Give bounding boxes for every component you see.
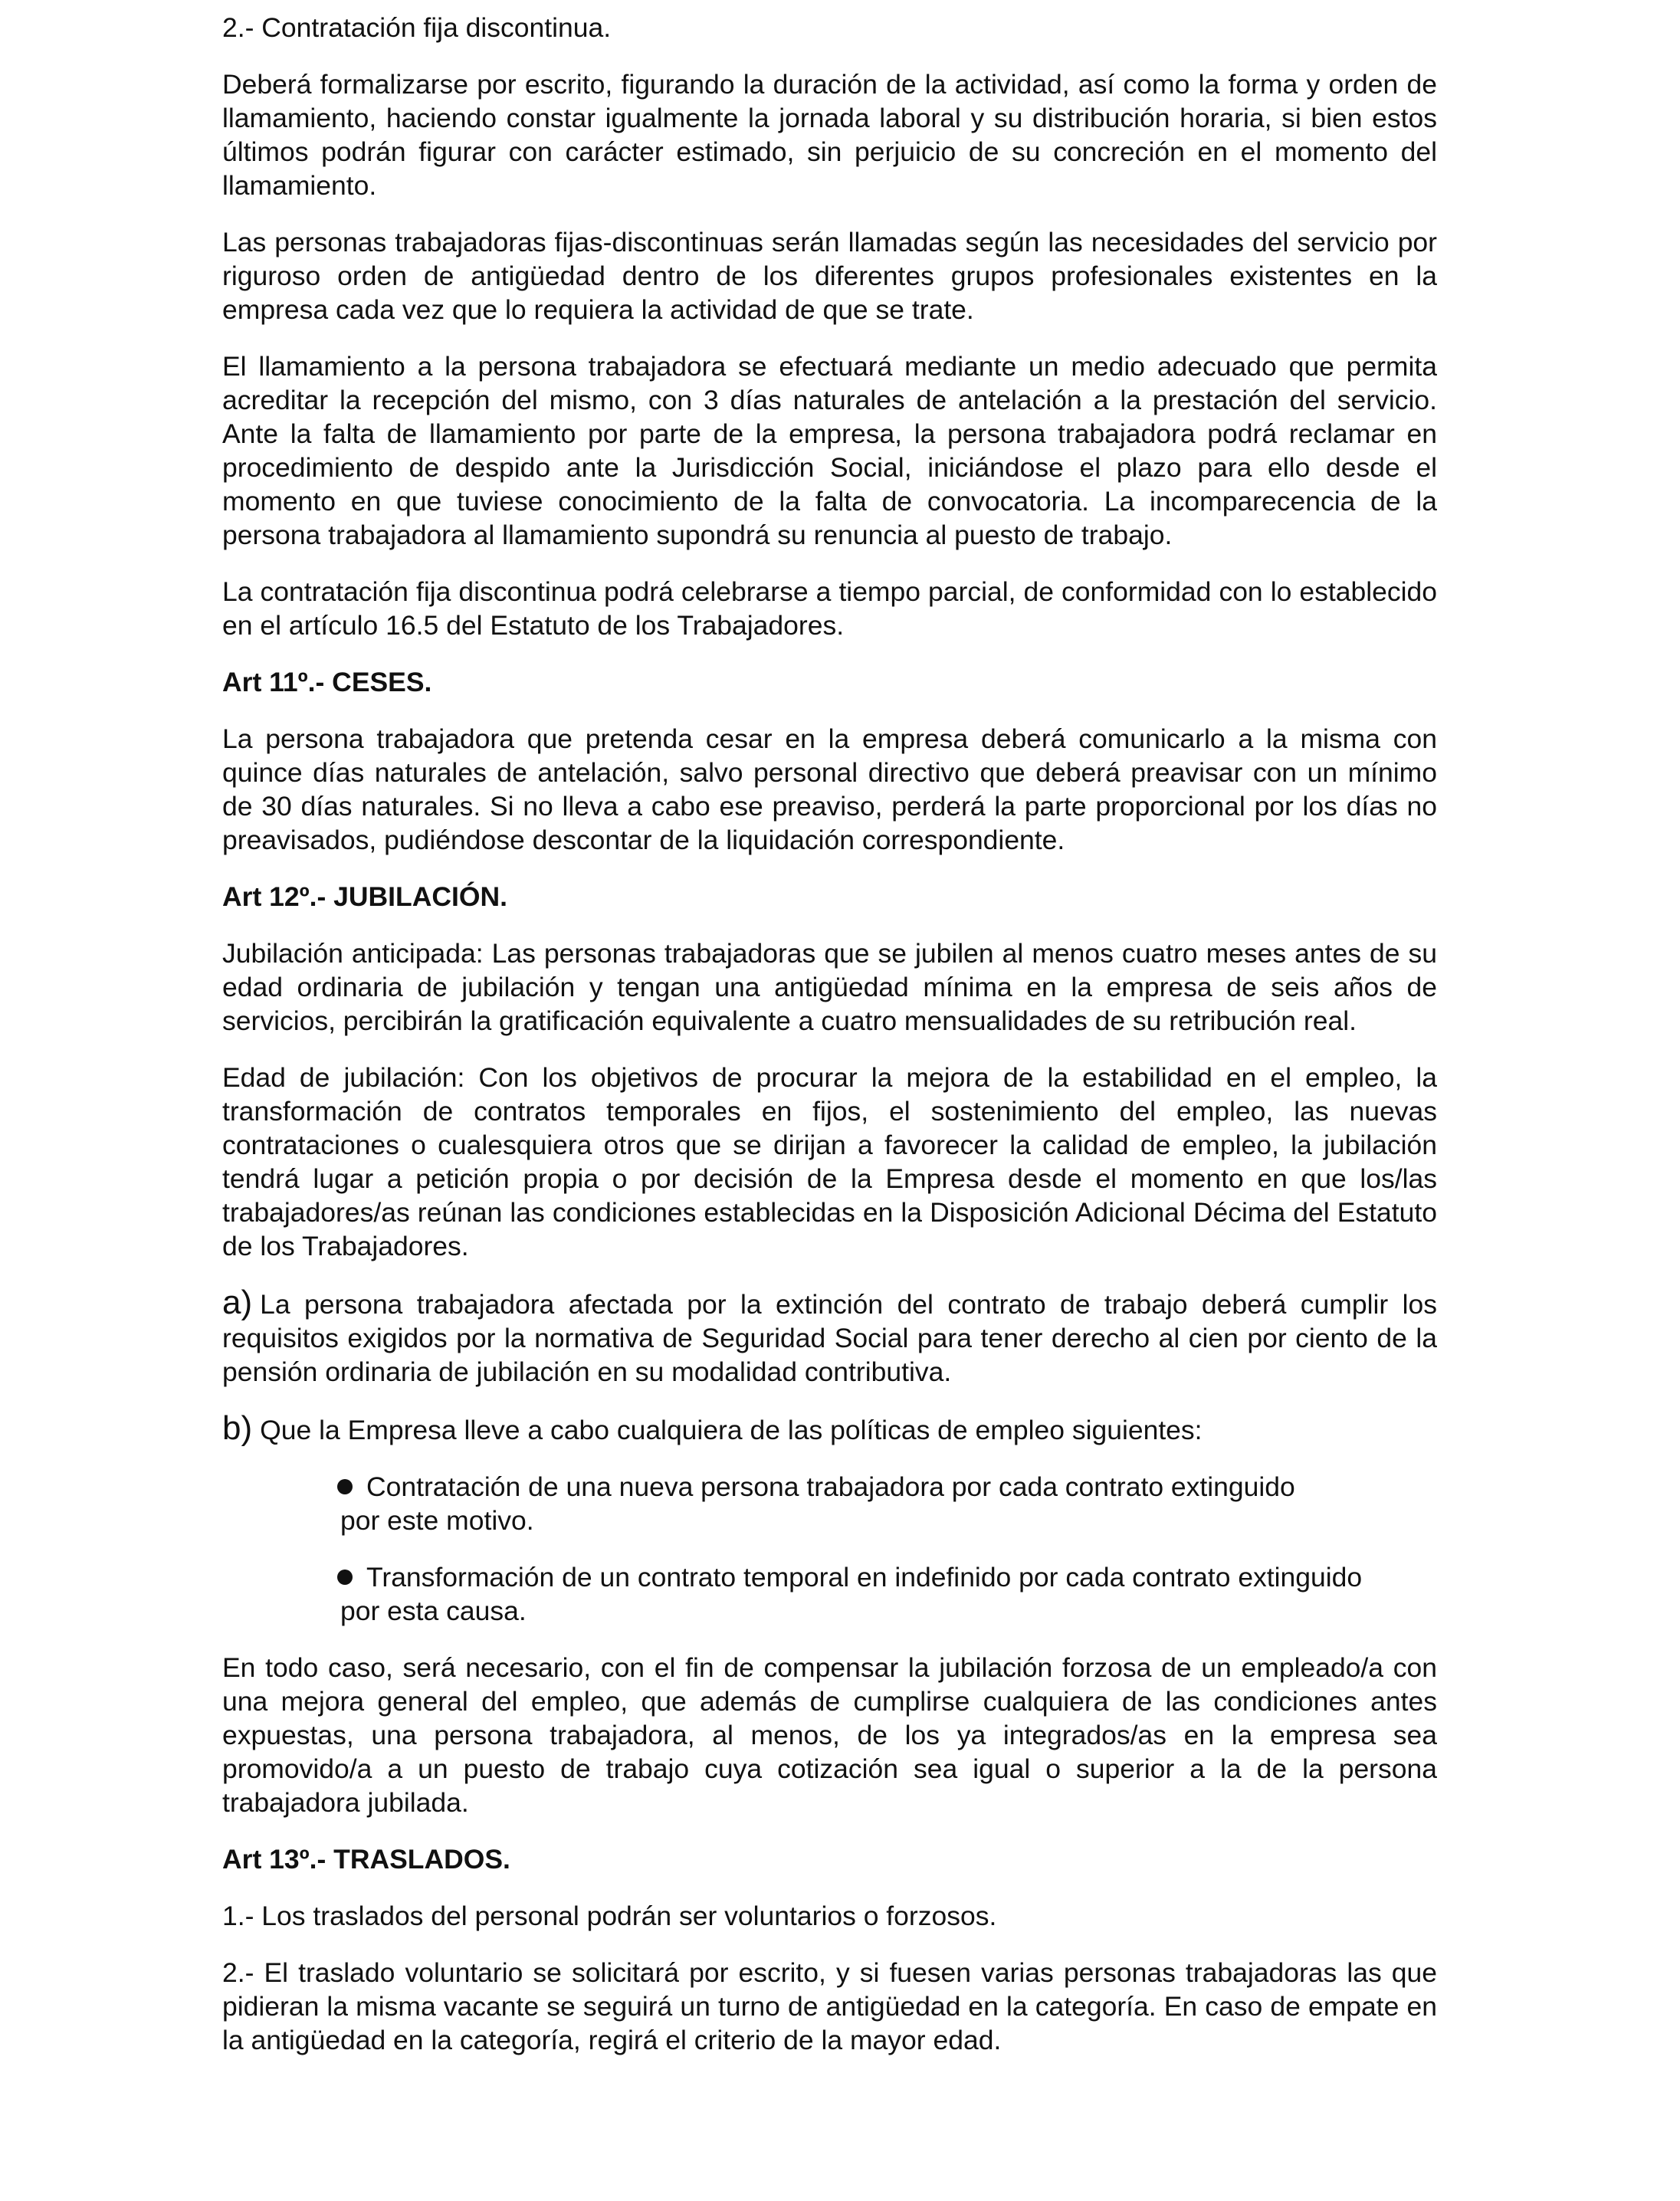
bullet-text: Contratación de una nueva persona trabajadora por cada contrato extinguido	[366, 1471, 1295, 1502]
article-heading-11: Art 11º.- CESES.	[222, 667, 432, 697]
list-item-text: La persona trabajadora afectada por la extinción del contrato de trabajo deberá cumplir los requisitos exigidos por la normativa de Seguridad Social para tener derecho al cien por ciento de la pensión ordinaria de jubilación en su modalidad contributiva.	[222, 1289, 1437, 1387]
paragraph: En todo caso, será necesario, con el fin de compensar la jubilación forzosa de un empleado/a con una mejora general del empleo, que además de cumplirse cualquiera de las condiciones antes expuestas, una persona trabajadora, al menos, de los ya integrados/as en la empresa sea promovido/a a un puesto de trabajo cuya cotización sea igual o superior a la de la persona trabajadora jubilada.	[222, 1652, 1437, 1818]
paragraph: Las personas trabajadoras fijas-discontinuas serán llamadas según las necesidades del servicio por riguroso orden de antigüedad dentro de los diferentes grupos profesionales existentes en la empresa cada vez que lo requiera la actividad de que se trate.	[222, 227, 1437, 325]
list-item-b	[222, 1409, 1437, 1447]
list-item-text: Que la Empresa lleve a cabo cualquiera de las políticas de empleo siguientes:	[260, 1415, 1203, 1445]
paragraph: La contratación fija discontinua podrá celebrarse a tiempo parcial, de conformidad con lo establecido en el artículo 16.5 del Estatuto de los Trabajadores.	[222, 576, 1437, 641]
bullet-text-continued: por esta causa.	[340, 1596, 527, 1626]
paragraph: 1.- Los traslados del personal podrán ser voluntarios o forzosos.	[222, 1901, 997, 1931]
bullet-text-continued: por este motivo.	[340, 1505, 534, 1536]
document-page	[222, 11, 1437, 2080]
paragraph: Deberá formalizarse por escrito, figurando la duración de la actividad, así como la forma y orden de llamamiento, haciendo constar igualmente la jornada laboral y su distribución horaria, si bien estos últimos podrán figurar con carácter estimado, sin perjuicio de su concreción en el momento del llamamiento.	[222, 69, 1437, 201]
bullet-dot-icon	[337, 1479, 353, 1494]
paragraph: 2.- El traslado voluntario se solicitará por escrito, y si fuesen varias personas trabajadoras las que pidieran la misma vacante se seguirá un turno de antigüedad en la categoría. En caso de empate en la antigüedad en la categoría, regirá el criterio de la mayor edad.	[222, 1957, 1437, 2055]
article-heading-12: Art 12º.- JUBILACIÓN.	[222, 881, 507, 912]
list-item-a	[222, 1286, 1437, 1389]
paragraph: Jubilación anticipada: Las personas trabajadoras que se jubilen al menos cuatro meses antes de su edad ordinaria de jubilación y tengan una antigüedad mínima en la empresa de seis años de servicios, percibirán la gratificación equivalente a cuatro mensualidades de su retribución real.	[222, 938, 1437, 1036]
article-heading-13: Art 13º.- TRASLADOS.	[222, 1844, 510, 1875]
list-letter-a: a)	[222, 1284, 253, 1321]
bullet-item	[222, 1470, 1437, 1537]
bullet-item	[222, 1560, 1437, 1628]
paragraph: El llamamiento a la persona trabajadora se efectuará mediante un medio adecuado que permita acreditar la recepción del mismo, con 3 días naturales de antelación a la prestación del servicio. Ante la falta de llamamiento por parte de la empresa, la persona trabajadora podrá reclamar en procedimiento de despido ante la Jurisdicción Social, iniciándose el plazo para ello desde el momento en que tuviese conocimiento de la falta de convocatoria. La incomparecencia de la persona trabajadora al llamamiento supondrá su renuncia al puesto de trabajo.	[222, 351, 1437, 550]
paragraph: Edad de jubilación: Con los objetivos de procurar la mejora de la estabilidad en el empleo, la transformación de contratos temporales en fijos, el sostenimiento del empleo, las nuevas contrataciones o cualesquiera otros que se dirijan a favorecer la calidad de empleo, la jubilación tendrá lugar a petición propia o por decisión de la Empresa desde el momento en que los/las trabajadores/as reúnan las condiciones establecidas en la Disposición Adicional Décima del Estatuto de los Trabajadores.	[222, 1062, 1437, 1261]
bullet-text: Transformación de un contrato temporal en indefinido por cada contrato extinguido	[366, 1562, 1363, 1593]
paragraph: 2.- Contratación fija discontinua.	[222, 12, 612, 43]
paragraph: La persona trabajadora que pretenda cesar en la empresa deberá comunicarlo a la misma con quince días naturales de antelación, salvo personal directivo que deberá preavisar con un mínimo de 30 días naturales. Si no lleva a cabo ese preaviso, perderá la parte proporcional por los días no preavisados, pudiéndose descontar de la liquidación correspondiente.	[222, 723, 1437, 855]
list-letter-b: b)	[222, 1409, 253, 1447]
bullet-dot-icon	[337, 1570, 353, 1585]
